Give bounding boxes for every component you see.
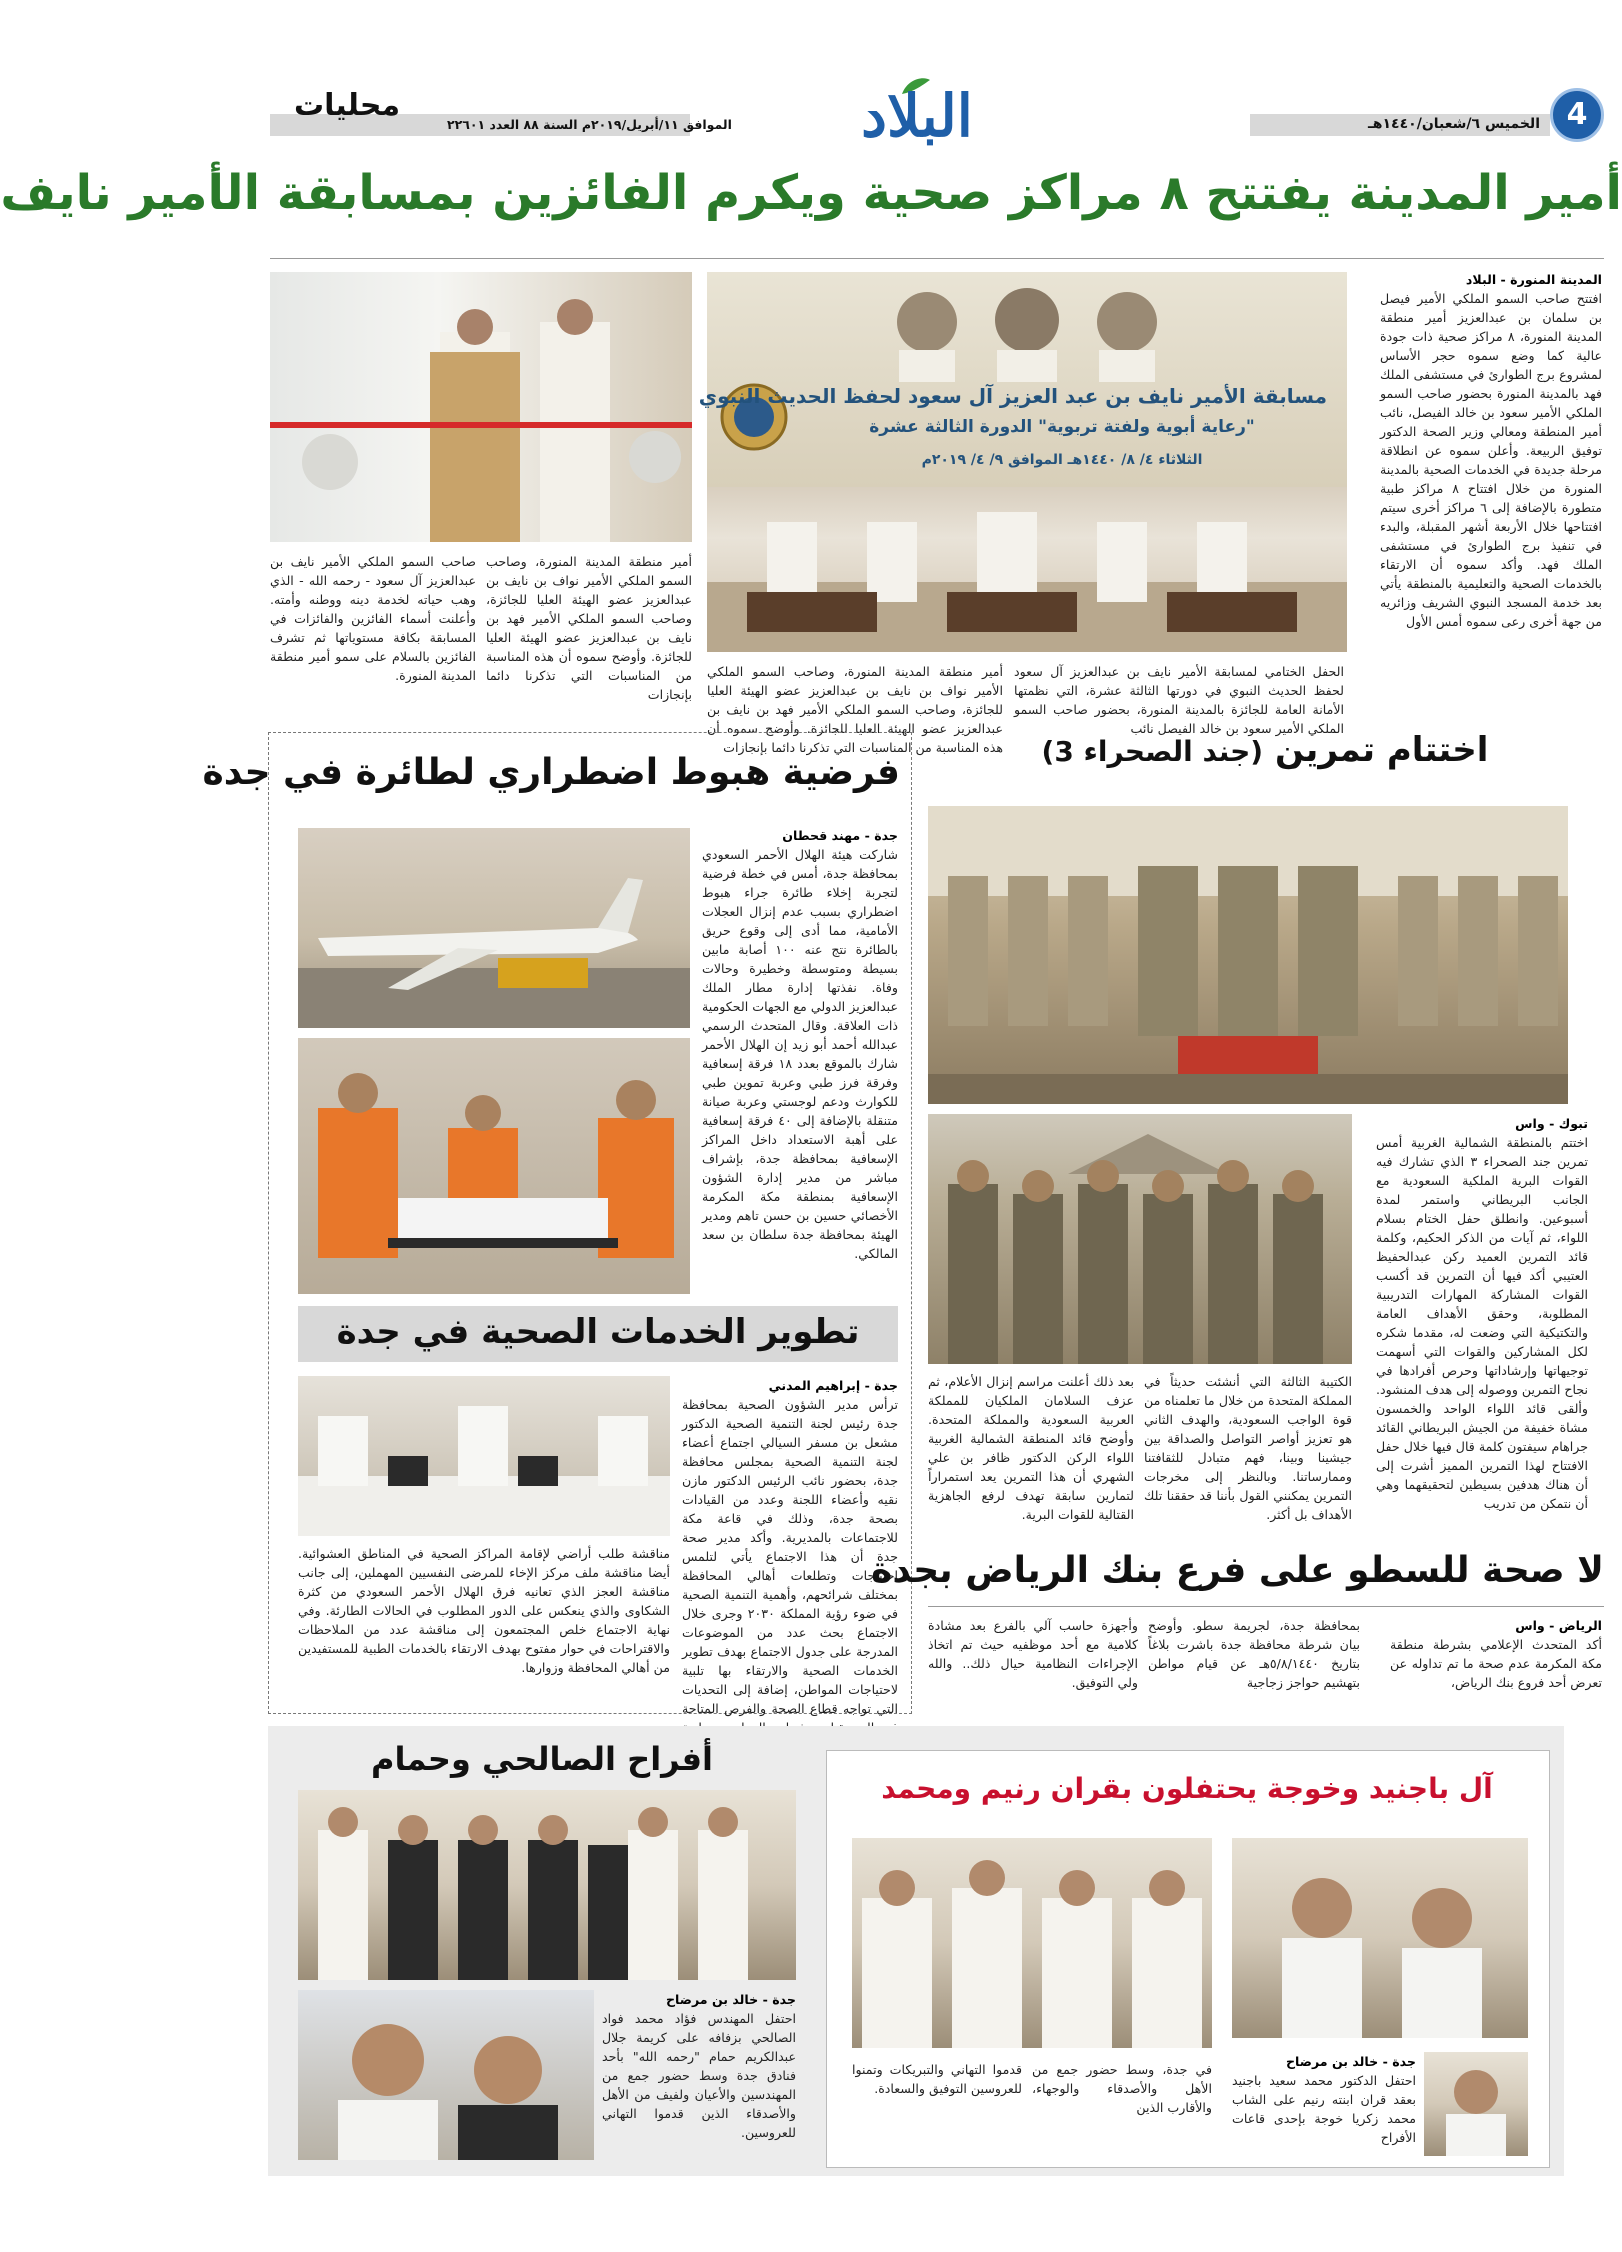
exercise-story-col2: الكتيبة الثالثة التي أنشئت حديثاً في المملكة المتحدة من خلال ما تعلمناه من قوة الواجب السعودية، والهدف الثاني هو تعزيز أواصر التواصل والصداقة بين جيشينا وبينا، فهم متبادل للثقافتنا وممارساتنا. وبالنظر إلى مخرجات التمرين يمكنني القول بأننا قد حققنا تلك الأهداف بل أكثر. xyxy=(1144,1374,1352,1522)
wedding1-body: احتفل المهندس فؤاد محمد فواد الصالحي بزفافه على كريمة جلال عبدالكريم حمام "رحمه الله" بأحد فنادق جدة وسط حضور جمع من المهندسين والأعيان ولفيف من الأهل والأصدقاء الذين قدموا التهاني للعروسين. xyxy=(602,2011,796,2140)
health-byline: جدة - إبراهيم المدني xyxy=(768,1378,898,1393)
health-body-1: ترأس مدير الشؤون الصحية بمحافظة جدة رئيس لجنة التنمية الصحية الدكتور مشعل بن مسفر السيالي اجتماع أعضاء لجنة التنمية الصحية بمجلس محافظة جدة، بحضور نائب الرئيس الدكتور مازن نقيه وأعضاء اللجنة وعدد من القيادات بصحة جدة، وذلك في قاعة مكة للاجتماعات بالمديرية. وأكد مدير صحة جدة أن هذا الاجتماع يأتي لتلمس احتياجات وتطلعات أهالي المحافظة بمختلف شرائحهم، وأهمية التنمية الصحية في ضوء رؤية المملكة ٢٠٣٠ وجرى خلال الاجتماع بحث عدد من الموضوعات المدرجة على جدول الاجتماع بهدف تطوير الخدمات الصحية والارتقاء بها تلبية لاحتياجات المواطن، إضافة إلى التحديات التي تواجه قطاع الصحة والفرص المتاحة xyxy=(682,1397,898,1716)
wedding2-col1 xyxy=(1232,2052,1416,2160)
portraits-icon xyxy=(707,272,1347,382)
banner-title: مسابقة الأمير نايف بن عبد العزيز آل سعود لحفظ الحديث النبوي xyxy=(698,384,1327,408)
main-story-col1 xyxy=(1380,270,1602,720)
salute-photo xyxy=(928,806,1568,1104)
ribbon-cutting-photo xyxy=(270,272,692,542)
wedding1-byline: جدة - خالد بن مرضاح xyxy=(665,1992,796,2007)
ribbon-cutting-icon xyxy=(270,272,692,542)
paramedics-stretcher-icon xyxy=(298,1038,690,1294)
exercise-story-col1 xyxy=(1376,1114,1588,1534)
bank-byline: الرياض - واس xyxy=(1515,1618,1602,1633)
banner-date: الثلاثاء ٤/ ٨/ ١٤٤٠هـ الموافق ٩/ ٤/ ٢٠١٩م xyxy=(921,452,1203,468)
officials-seated-icon xyxy=(707,482,1347,652)
contest-banner xyxy=(698,272,1347,487)
main-story-col2: الحفل الختامي لمسابقة الأمير نايف بن عبدالعزيز آل سعود لحفظ الحديث النبوي في دورتها الثالثة عشرة، التي نظمتها الأمانة العامة للجائزة بالمدينة المنورة، بحضور صاحب السمو الملكي الأمير سعود بن خالد الفيصل نائب xyxy=(1014,664,1344,736)
wedding2-groom-photo xyxy=(1232,1838,1528,2038)
exercise-headline-sub: (جند الصحراء 3) xyxy=(1041,735,1264,768)
landing-body: شاركت هيئة الهلال الأحمر السعودي بمحافظة جدة، أمس في خطة فرضية لتجربة إخلاء طائرة جراء هبوط اضطراري بسبب عدم إنزال العجلات الأمامية، مما أدى إلى وقوع حريق بالطائرة نتج عنه ١٠٠ أصابة مابين بسيطة ومتوسطة وخطيرة وحالات وفاة. نفذتها إدارة مطار الملك عبدالعزيز الدولي مع الجهات الحكومية ذات العلاقة. وقال المتحدث الرسمي عبدالله أحمد أبو زيد إن الهلال الأحمر شارك بالموقع بعدد ١٨ فرقة إسعافية وفرقة فرز طبي وعربة تموين طبي للكوارث ودعم لوجستي وعربة صيانة متنقلة بالإضافة إلى ٤٠ فرقة إسعافية على أهبة الاستعداد داخل المراكز الإسعافية بمحافظة جدة، بإشراف مباشر من مدير إدارة الشؤون الإسعافية بمنطقة مكة المكرمة الأخصائي حسين بن حسن تاهم ومدير الهيئة بمحافظة جدة سلطان بن سعد المالكي. xyxy=(702,847,898,1261)
father-portrait-icon xyxy=(1424,2052,1528,2156)
newspaper-logo xyxy=(842,76,992,156)
meeting-photo xyxy=(298,1376,670,1536)
health-headline: تطوير الخدمات الصحية في جدة xyxy=(336,1312,860,1352)
airplane-photo xyxy=(298,828,690,1028)
soldiers-saluting-icon xyxy=(928,806,1568,1104)
bank-headline: لا صحة للسطو على فرع بنك الرياض بجدة xyxy=(871,1550,1604,1591)
bank-story-col1 xyxy=(1390,1616,1602,1700)
wedding1-selfie-photo xyxy=(298,1990,594,2160)
group-guests-icon xyxy=(298,1790,796,1980)
exercise-headline-main: اختتام تمرين xyxy=(1274,730,1489,770)
wedding1-headline: أفراح الصالحي وحمام xyxy=(371,1740,713,1778)
paramedics-photo xyxy=(298,1038,690,1294)
section-title: محليات xyxy=(294,88,401,123)
wedding2-byline: جدة - خالد بن مرضاح xyxy=(1285,2054,1416,2069)
troops-formation-icon xyxy=(928,1114,1352,1364)
headline-divider xyxy=(270,258,1604,259)
groom-selfie-icon xyxy=(298,1990,594,2160)
landing-headline: فرضية هبوط اضطراري لطائرة في جدة xyxy=(202,752,900,793)
main-headline: أمير المدينة يفتتح ٨ مراكز صحية ويكرم الفائزين بمسابقة الأمير نايف xyxy=(0,165,1622,221)
main-story-col3: أمير منطقة المدينة المنورة، وصاحب السمو الملكي الأمير نواف بن نايف بن عبدالعزيز عضو الهيئة العليا للجائزة، وصاحب السمو الملكي الأمير فهد بن نايف بن عبدالعزيز عضو الهيئة العليا للجائزة. وأوضح سموه أن هذه المناسبة من المناسبات التي تذكرنا دائما بإنجازات xyxy=(486,554,692,702)
wedding2-groom-icon xyxy=(1232,1838,1528,2038)
wedding1-col2: قدموا التهاني والتبريكات وتمنوا للعروسين التوفيق والسعادة. xyxy=(852,2062,1022,2096)
wedding2-group-photo xyxy=(852,1838,1212,2048)
wedding2-father-photo xyxy=(1424,2052,1528,2156)
exercise-story-col3: بعد ذلك أعلنت مراسم إنزال الأعلام، ثم عزف السلامان الملكيان للمملكة العربية السعودية والمملكة المتحدة. وأوضح قائد المنطقة الشمالية الغربية اللواء الركن الدكتور ظافر بن علي الشهري أن هذا التمرين يعد استمراراً لتمارين سابقة تهدف لرفع الجاهزية القتالية للقوات البرية. xyxy=(928,1374,1134,1522)
meeting-table-icon xyxy=(298,1376,670,1536)
date-hijri: الخميس ٦/شعبان/١٤٤٠هـ xyxy=(1368,116,1540,132)
health-story-col2: مناقشة طلب أراضي لإقامة المراكز الصحية في المناطق العشوائية. أيضا مناقشة ملف مركز الإخاء للمرضى النفسيين المهملين، إلى جانب مناقشة العجز الذي تعانيه فرق الهلال الأحمر السعودي من كثرة الشكاوى والذي ينعكس على الدور المطلوب في الحالات الطارئة. وفي نهاية الاجتماع خلص المجتمعون إلى مناقشة عدد من الملاحظات والاقتراحات في حوار مفتوح بهدف الارتقاء بالخدمات الطبية للمستفيدين من أهالي المحافظة وزوارها. xyxy=(298,1546,670,1675)
exercise-body-1: اختتم بالمنطقة الشمالية الغربية أمس تمرين جند الصحراء ٣ الذي تشارك فيه القوات البرية الملكية السعودية مع الجانب البريطاني واستمر لمدة أسبوعين. وانطلق حفل الختام بسلام اللواء، ثم آيات من الذكر الحكيم، وكلمة قائد التمرين العميد ركن عبدالحفيظ العتيبي أكد فيها أن التمرين قد أكسب القوات المشاركة المهارات التدريبية المطلوبة، وحقق الأهداف العامة والتكتيكية التي وضعت له، مقدما شكره لكل المشاركين والقوات التي أسهمت توجيهاتها وإرشاداتها وحرص أفرادها في نجاح التمرين ووصوله إلى هدف المنشود. وألقى قائد اللواء الواحد والخمسون مشاة خفيفة من الجيش البريطاني القائد جراهام سيفتون كلمة قال فيها خلال حفل الافتتاح لهذا التمرين المميز أشرت إلى أن هناك هدفين بسيطين لتحقيقهما وهي أن نتمكن من تدريب xyxy=(1376,1135,1588,1511)
landing-byline: جدة - مهند قحطان xyxy=(782,828,898,843)
main-story-col4: صاحب السمو الملكي الأمير نايف بن عبدالعزيز آل سعود - رحمه الله - الذي وهب حياته لخدمة دينه ووطنه وأمته. وأعلنت أسماء الفائزين والفائزات في المسابقة بكافة مستوياتها ثم تشرف الفائزين بالسلام على سمو أمير منطقة المدينة المنورة. xyxy=(270,554,476,683)
bank-story-col3: وأجهزة حاسب آلي بالفرع بعد مشادة كلامية مع أحد موظفيه حيث تم اتخاذ الإجراءات النظامية حيال ذلك.. والله ولي التوفيق. xyxy=(928,1618,1138,1690)
main-story-body: افتتح صاحب السمو الملكي الأمير فيصل بن سلمان بن عبدالعزيز أمير منطقة المدينة المنورة، ٨ مراكز صحية ذات جودة عالية كما وضع سموه حجر الأساس لمشروع برج الطوارئ في مستشفى الملك فهد بالمدينة المنورة بحضور صاحب السمو الملكي الأمير سعود بن خالد الفيصل، نائب أمير المنطقة ومعالي وزير الصحة الدكتور توفيق الربيعة. وأعلن سموه عن انطلاقة مرحلة جديدة في الخدمات الصحية بالمدينة المنورة من خلال افتتاح ٨ مراكز طبية متطورة بالإضافة إلى ٦ مراكز أخرى سيتم افتتاحها خلال الأربعة أشهر المقبلة، والبدء في تنفيذ برج الطوارئ في مستشفى الملك فهد. وأكد سموه أن الارتقاء بالخدمات الصحية والتعليمية بالمنطقة يأتي بعد خدمة المسجد النبوي الشريف وزائريه من جهة أخرى رعى سموه أمس الأول xyxy=(1380,291,1602,629)
main-story-byline: المدينة المنورة - البلاد xyxy=(1465,272,1602,287)
wedding2-guests-icon xyxy=(852,1838,1212,2048)
date-gregorian: الموافق ١١/أبريل/٢٠١٩م السنة ٨٨ العدد ٢٢٦٠١ xyxy=(447,117,732,132)
page-number: 4 xyxy=(1566,97,1588,132)
bank-story-col2: بمحافظة جدة، لجريمة سطو. وأوضح بيان شرطة محافظة جدة باشرت بلاغاً بتاريخ ٥/٨/١٤٤٠هـ عن قيام مواطن بتهشيم حواجز زجاجية xyxy=(1148,1618,1360,1690)
banner-subtitle: "رعاية أبوية ولفتة تربوية" الدورة الثالثة عشرة xyxy=(869,417,1255,437)
page-number-badge xyxy=(1550,88,1604,142)
bank-rule xyxy=(928,1606,1604,1607)
logo-text: البلاد xyxy=(861,82,973,150)
landing-story-text xyxy=(702,826,898,1298)
troops-photo xyxy=(928,1114,1352,1364)
wedding2-headline: آل باجنيد وخوجة يحتفلون بقران رنيم ومحمد xyxy=(881,1772,1493,1805)
bank-body-1: أكد المتحدث الإعلامي بشرطة منطقة مكة المكرمة عدم صحة ما تم تداوله عن تعرض أحد فروع بنك الرياض، xyxy=(1390,1637,1602,1690)
main-story-col2b: أمير منطقة المدينة المنورة، وصاحب السمو الملكي الأمير نواف بن نايف بن عبدالعزيز عضو الهيئة العليا للجائزة، وصاحب السمو الملكي الأمير فهد بن نايف بن عبدالعزيز عضو الهيئة العليا للجائزة. وأوضح سموه أن هذه المناسبة من المناسبات التي تذكرنا دائما بإنجازات xyxy=(707,664,1003,755)
wedding2-col2: في جدة، وسط حضور جمع من الأهل والأصدقاء والوجهاء، والأقارب الذين xyxy=(1032,2062,1212,2115)
exercise-byline: تبوك - واس xyxy=(1515,1116,1588,1131)
wedding1-col1 xyxy=(602,1990,796,2160)
exercise-headline xyxy=(926,730,1604,770)
airplane-icon xyxy=(298,828,690,1028)
wedding2-body-1: احتفل الدكتور محمد سعيد باجنيد بعقد قران ابنته رنيم على الشاب محمد زكريا خوجة بإحدى قاعات الأفراح xyxy=(1232,2073,1416,2145)
wedding1-group-photo xyxy=(298,1790,796,1980)
health-story-col1 xyxy=(682,1376,898,1716)
ceremony-photo xyxy=(698,272,1347,652)
